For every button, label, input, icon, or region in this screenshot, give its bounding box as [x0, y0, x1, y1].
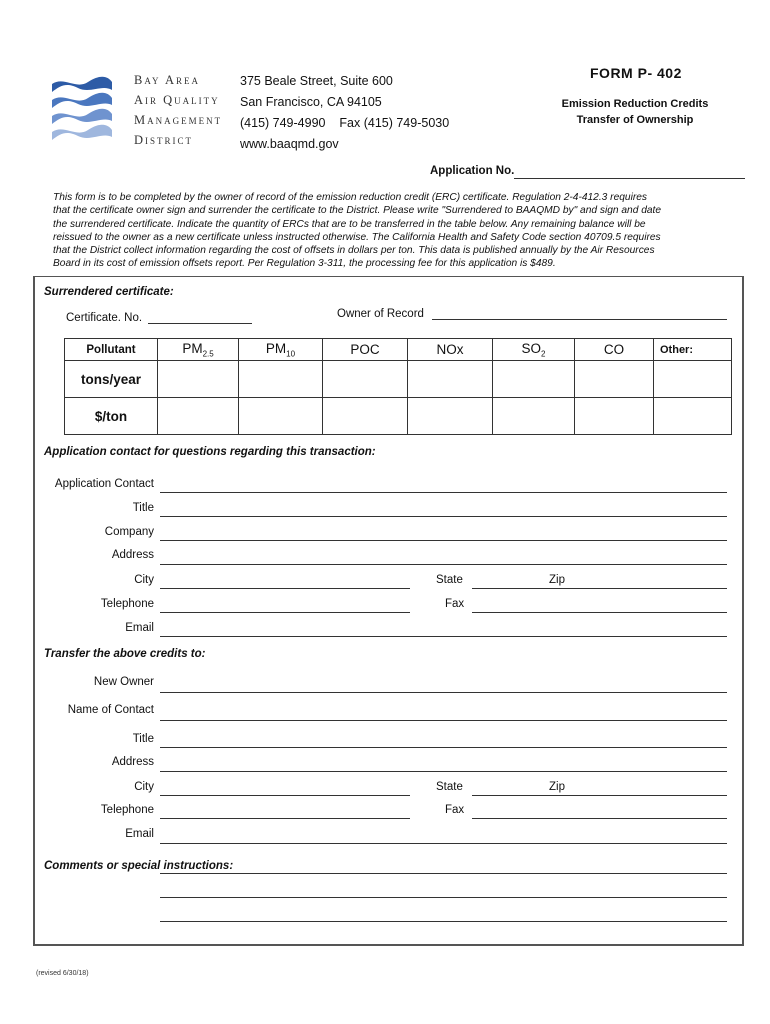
- cell-input[interactable]: [493, 398, 575, 435]
- cell-input[interactable]: [323, 398, 408, 435]
- col-pm10: [239, 339, 323, 361]
- contact-email-field[interactable]: [160, 636, 727, 637]
- logo-line-2: Air Quality: [134, 93, 220, 107]
- comments-line-3[interactable]: [160, 921, 727, 922]
- col-poc-main: POC: [350, 342, 380, 357]
- col-poc: [323, 339, 408, 361]
- cell-input[interactable]: [323, 361, 408, 398]
- address-web: www.baaqmd.gov: [240, 137, 339, 151]
- name-of-contact-field[interactable]: [160, 720, 727, 721]
- form-subtitle-2: Transfer of Ownership: [576, 114, 694, 126]
- cell-input[interactable]: [239, 361, 323, 398]
- contact-title-field[interactable]: [160, 516, 727, 517]
- contact-company-field[interactable]: [160, 540, 727, 541]
- form-subtitle-1: Emission Reduction Credits: [561, 98, 709, 110]
- transfer-state-label: State: [436, 781, 463, 793]
- application-contact-label: Application Contact: [54, 478, 154, 490]
- col-co: [575, 339, 654, 361]
- col-pm10-sub: 10: [286, 349, 296, 359]
- row-tons-year: tons/year: [65, 361, 158, 398]
- col-so2-main: SO: [521, 340, 542, 356]
- address-street: 375 Beale Street, Suite 600: [240, 74, 393, 88]
- contact-fax-label: Fax: [445, 598, 465, 610]
- new-owner-field[interactable]: [160, 692, 727, 693]
- contact-telephone-label: Telephone: [100, 598, 154, 610]
- owner-of-record-label: Owner of Record: [337, 308, 424, 320]
- transfer-city-field[interactable]: [160, 795, 410, 796]
- col-so2-sub: 2: [541, 349, 546, 359]
- instructions-line: reissued to the owner as a new certificate unless instructed otherwise. The California Health and Safety Code section 40709.5 requires: [53, 231, 661, 243]
- logo-line-3: Management: [134, 113, 223, 127]
- col-pm10-main: PM: [265, 340, 287, 356]
- pollutant-table: [64, 338, 732, 435]
- owner-of-record-field[interactable]: [432, 319, 727, 320]
- certificate-no-field[interactable]: [148, 323, 252, 324]
- cell-input[interactable]: [408, 398, 493, 435]
- contact-telephone-field[interactable]: [160, 612, 410, 613]
- cell-input[interactable]: [575, 398, 654, 435]
- contact-state-label: State: [436, 574, 463, 586]
- instructions-line: that the certificate owner sign and surrender the certificate to the District. Please write "Surrendered to BAAQMD by" and sign and date: [53, 205, 662, 217]
- cell-input[interactable]: [493, 361, 575, 398]
- contact-city-label: City: [134, 574, 154, 586]
- col-so2: [493, 339, 575, 361]
- col-nox: [408, 339, 493, 361]
- address-phone: (415) 749-4990: [240, 116, 326, 130]
- transfer-address-label: Address: [111, 756, 154, 768]
- logo-line-1: Bay Area: [134, 73, 200, 87]
- transfer-fax-field[interactable]: [472, 818, 727, 819]
- cell-input[interactable]: [575, 361, 654, 398]
- row-dollar-ton: $/ton: [65, 398, 158, 435]
- contact-heading: Application contact for questions regarding this transaction:: [44, 446, 376, 458]
- col-pm25-sub: 2.5: [202, 349, 214, 359]
- transfer-state-zip-field[interactable]: [472, 795, 727, 796]
- pollutant-header: Pollutant: [65, 339, 158, 361]
- contact-address-field[interactable]: [160, 564, 727, 565]
- instructions-line: that the District collect information regarding the cost of offsets in dollars per ton. This data is published annually by the Air Resources: [53, 245, 655, 257]
- contact-city-field[interactable]: [160, 588, 410, 589]
- transfer-telephone-field[interactable]: [160, 818, 410, 819]
- instructions-line: This form is to be completed by the owner of record of the emission reduction credit (ERC) certificate. Regulation 2-4-412.3 requires: [53, 192, 647, 203]
- comments-line-2[interactable]: [160, 897, 727, 898]
- transfer-email-field[interactable]: [160, 843, 727, 844]
- instructions-line: Board in its cost of emission offsets report. Per Regulation 3-311, the processing fee for this application is $489.: [53, 258, 556, 270]
- transfer-heading: Transfer the above credits to:: [44, 648, 206, 660]
- transfer-title-field[interactable]: [160, 747, 727, 748]
- col-co-main: CO: [603, 342, 625, 357]
- contact-fax-field[interactable]: [472, 612, 727, 613]
- new-owner-label: New Owner: [93, 676, 154, 688]
- form-subtitle: [540, 96, 730, 128]
- transfer-zip-label: Zip: [549, 781, 565, 793]
- transfer-city-label: City: [134, 781, 154, 793]
- contact-title-label: Title: [132, 502, 154, 514]
- transfer-telephone-label: Telephone: [100, 804, 154, 816]
- address-fax: Fax (415) 749-5030: [339, 116, 450, 130]
- cell-input[interactable]: [239, 398, 323, 435]
- comments-heading: Comments or special instructions:: [44, 860, 234, 872]
- col-nox-main: NOx: [436, 342, 464, 357]
- contact-state-zip-field[interactable]: [472, 588, 727, 589]
- contact-address-label: Address: [111, 549, 154, 561]
- cell-input[interactable]: [654, 398, 732, 435]
- comments-line-1[interactable]: [160, 873, 727, 874]
- district-address: [240, 71, 449, 155]
- transfer-email-label: Email: [125, 828, 154, 840]
- transfer-address-field[interactable]: [160, 771, 727, 772]
- application-no-field[interactable]: [514, 178, 745, 179]
- address-city: San Francisco, CA 94105: [240, 95, 382, 109]
- instructions-line: the surrendered certificate. Indicate the quantity of ERCs that are to be transferred in the table below. Any remaining balance will be: [53, 218, 646, 230]
- wave-logo-icon: [46, 72, 118, 152]
- certificate-no-label: Certificate. No.: [66, 312, 143, 324]
- transfer-title-label: Title: [132, 733, 154, 745]
- surrendered-heading: Surrendered certificate:: [44, 286, 174, 298]
- cell-input[interactable]: [158, 398, 239, 435]
- revised-date: (revised 6/30/18): [36, 970, 89, 977]
- name-of-contact-label: Name of Contact: [67, 704, 154, 716]
- col-other: Other:: [654, 339, 732, 361]
- col-pm25-main: PM: [182, 340, 203, 356]
- application-no-label: Application No.: [430, 165, 515, 177]
- district-logo: [46, 72, 236, 152]
- contact-company-label: Company: [104, 526, 154, 538]
- col-pm25: [158, 339, 239, 361]
- instructions: [53, 191, 753, 271]
- cell-input[interactable]: [654, 361, 732, 398]
- contact-zip-label: Zip: [549, 574, 565, 586]
- transfer-fax-label: Fax: [445, 804, 465, 816]
- cell-input[interactable]: [408, 361, 493, 398]
- cell-input[interactable]: [158, 361, 239, 398]
- logo-line-4: District: [134, 133, 194, 147]
- form-number: FORM P- 402: [590, 65, 682, 81]
- application-contact-field[interactable]: [160, 492, 727, 493]
- contact-email-label: Email: [125, 622, 154, 634]
